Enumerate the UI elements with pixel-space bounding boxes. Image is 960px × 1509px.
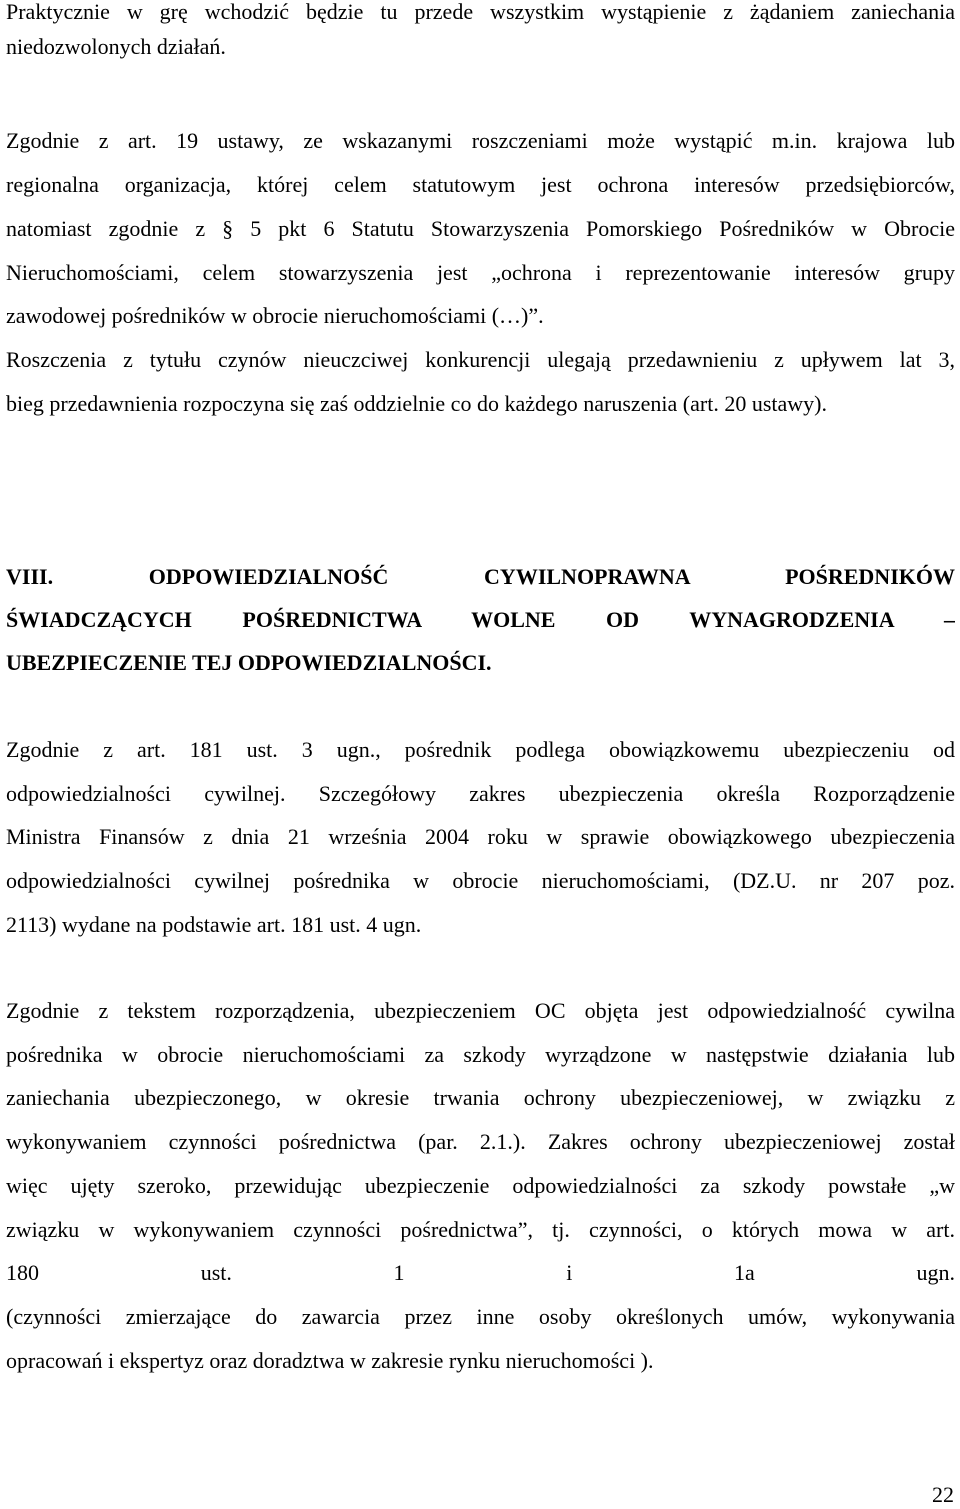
text-line: natomiast zgodnie z § 5 pkt 6 Statutu Stowarzyszenia Pomorskiego Pośredników w Obrocie [6,216,955,241]
text-line: bieg przedawnienia rozpoczyna się zaś oddzielnie co do każdego naruszenia (art. 20 ustawy). [6,391,827,416]
text-line: Ministra Finansów z dnia 21 września 2004 roku w sprawie obowiązkowego ubezpieczenia [6,824,955,849]
text-line: Zgodnie z art. 19 ustawy, ze wskazanymi roszczeniami może wystąpić m.in. krajowa lub [6,128,955,153]
section-heading: VIII. ODPOWIEDZIALNOŚĆ CYWILNOPRAWNA POŚREDNIKÓW [6,564,955,589]
text-line: (czynności zmierzające do zawarcia przez inne osoby określonych umów, wykonywania [6,1304,955,1329]
text-line: Praktycznie w grę wchodzić będzie tu przede wszystkim wystąpienie z żądaniem zaniechania [6,0,955,24]
text-line: Zgodnie z art. 181 ust. 3 ugn., pośrednik podlega obowiązkowemu ubezpieczeniu od [6,737,955,762]
text-line: Zgodnie z tekstem rozporządzenia, ubezpieczeniem OC objęta jest odpowiedzialność cywilna [6,998,955,1023]
page-number: 22 [932,1482,954,1507]
text-line: zawodowej pośredników w obrocie nieruchomościami (…)”. [6,303,544,328]
text-line: wykonywaniem czynności pośrednictwa (par. 2.1.). Zakres ochrony ubezpieczeniowej został [6,1129,955,1154]
text-line: Roszczenia z tytułu czynów nieuczciwej konkurencji ulegają przedawnieniu z upływem lat 3, [6,347,955,372]
text-line: Nieruchomościami, celem stowarzyszenia jest „ochrona i reprezentowanie interesów grupy [6,260,955,285]
text-line: pośrednika w obrocie nieruchomościami za szkody wyrządzone w następstwie działania lub [6,1042,955,1067]
text-line: 180 ust. 1 i 1a ugn. [6,1260,955,1285]
text-line: zaniechania ubezpieczonego, w okresie trwania ochrony ubezpieczeniowej, w związku z [6,1085,955,1110]
text-line [6,126,955,156]
text-line: 2113) wydane na podstawie art. 181 ust. 4 ugn. [6,912,422,937]
text-line: odpowiedzialności cywilnej pośrednika w obrocie nieruchomościami, (DZ.U. nr 207 poz. [6,868,955,893]
text-line: związku w wykonywaniem czynności pośrednictwa”, tj. czynności, o których mowa w art. [6,1217,955,1242]
section-heading: ŚWIADCZĄCYCH POŚREDNICTWA WOLNE OD WYNAGRODZENIA – [6,607,955,632]
text-line: odpowiedzialności cywilnej. Szczegółowy zakres ubezpieczenia określa Rozporządzenie [6,781,955,806]
text-line: regionalna organizacja, której celem statutowym jest ochrona interesów przedsiębiorców, [6,172,955,197]
text-line: niedozwolonych działań. [6,34,226,59]
text-line: więc ujęty szeroko, przewidując ubezpieczenie odpowiedzialności za szkody powstałe „w [6,1173,955,1198]
text-line: opracowań i ekspertyz oraz doradztwa w zakresie rynku nieruchomości ). [6,1348,654,1373]
section-heading: UBEZPIECZENIE TEJ ODPOWIEDZIALNOŚCI. [6,650,492,675]
